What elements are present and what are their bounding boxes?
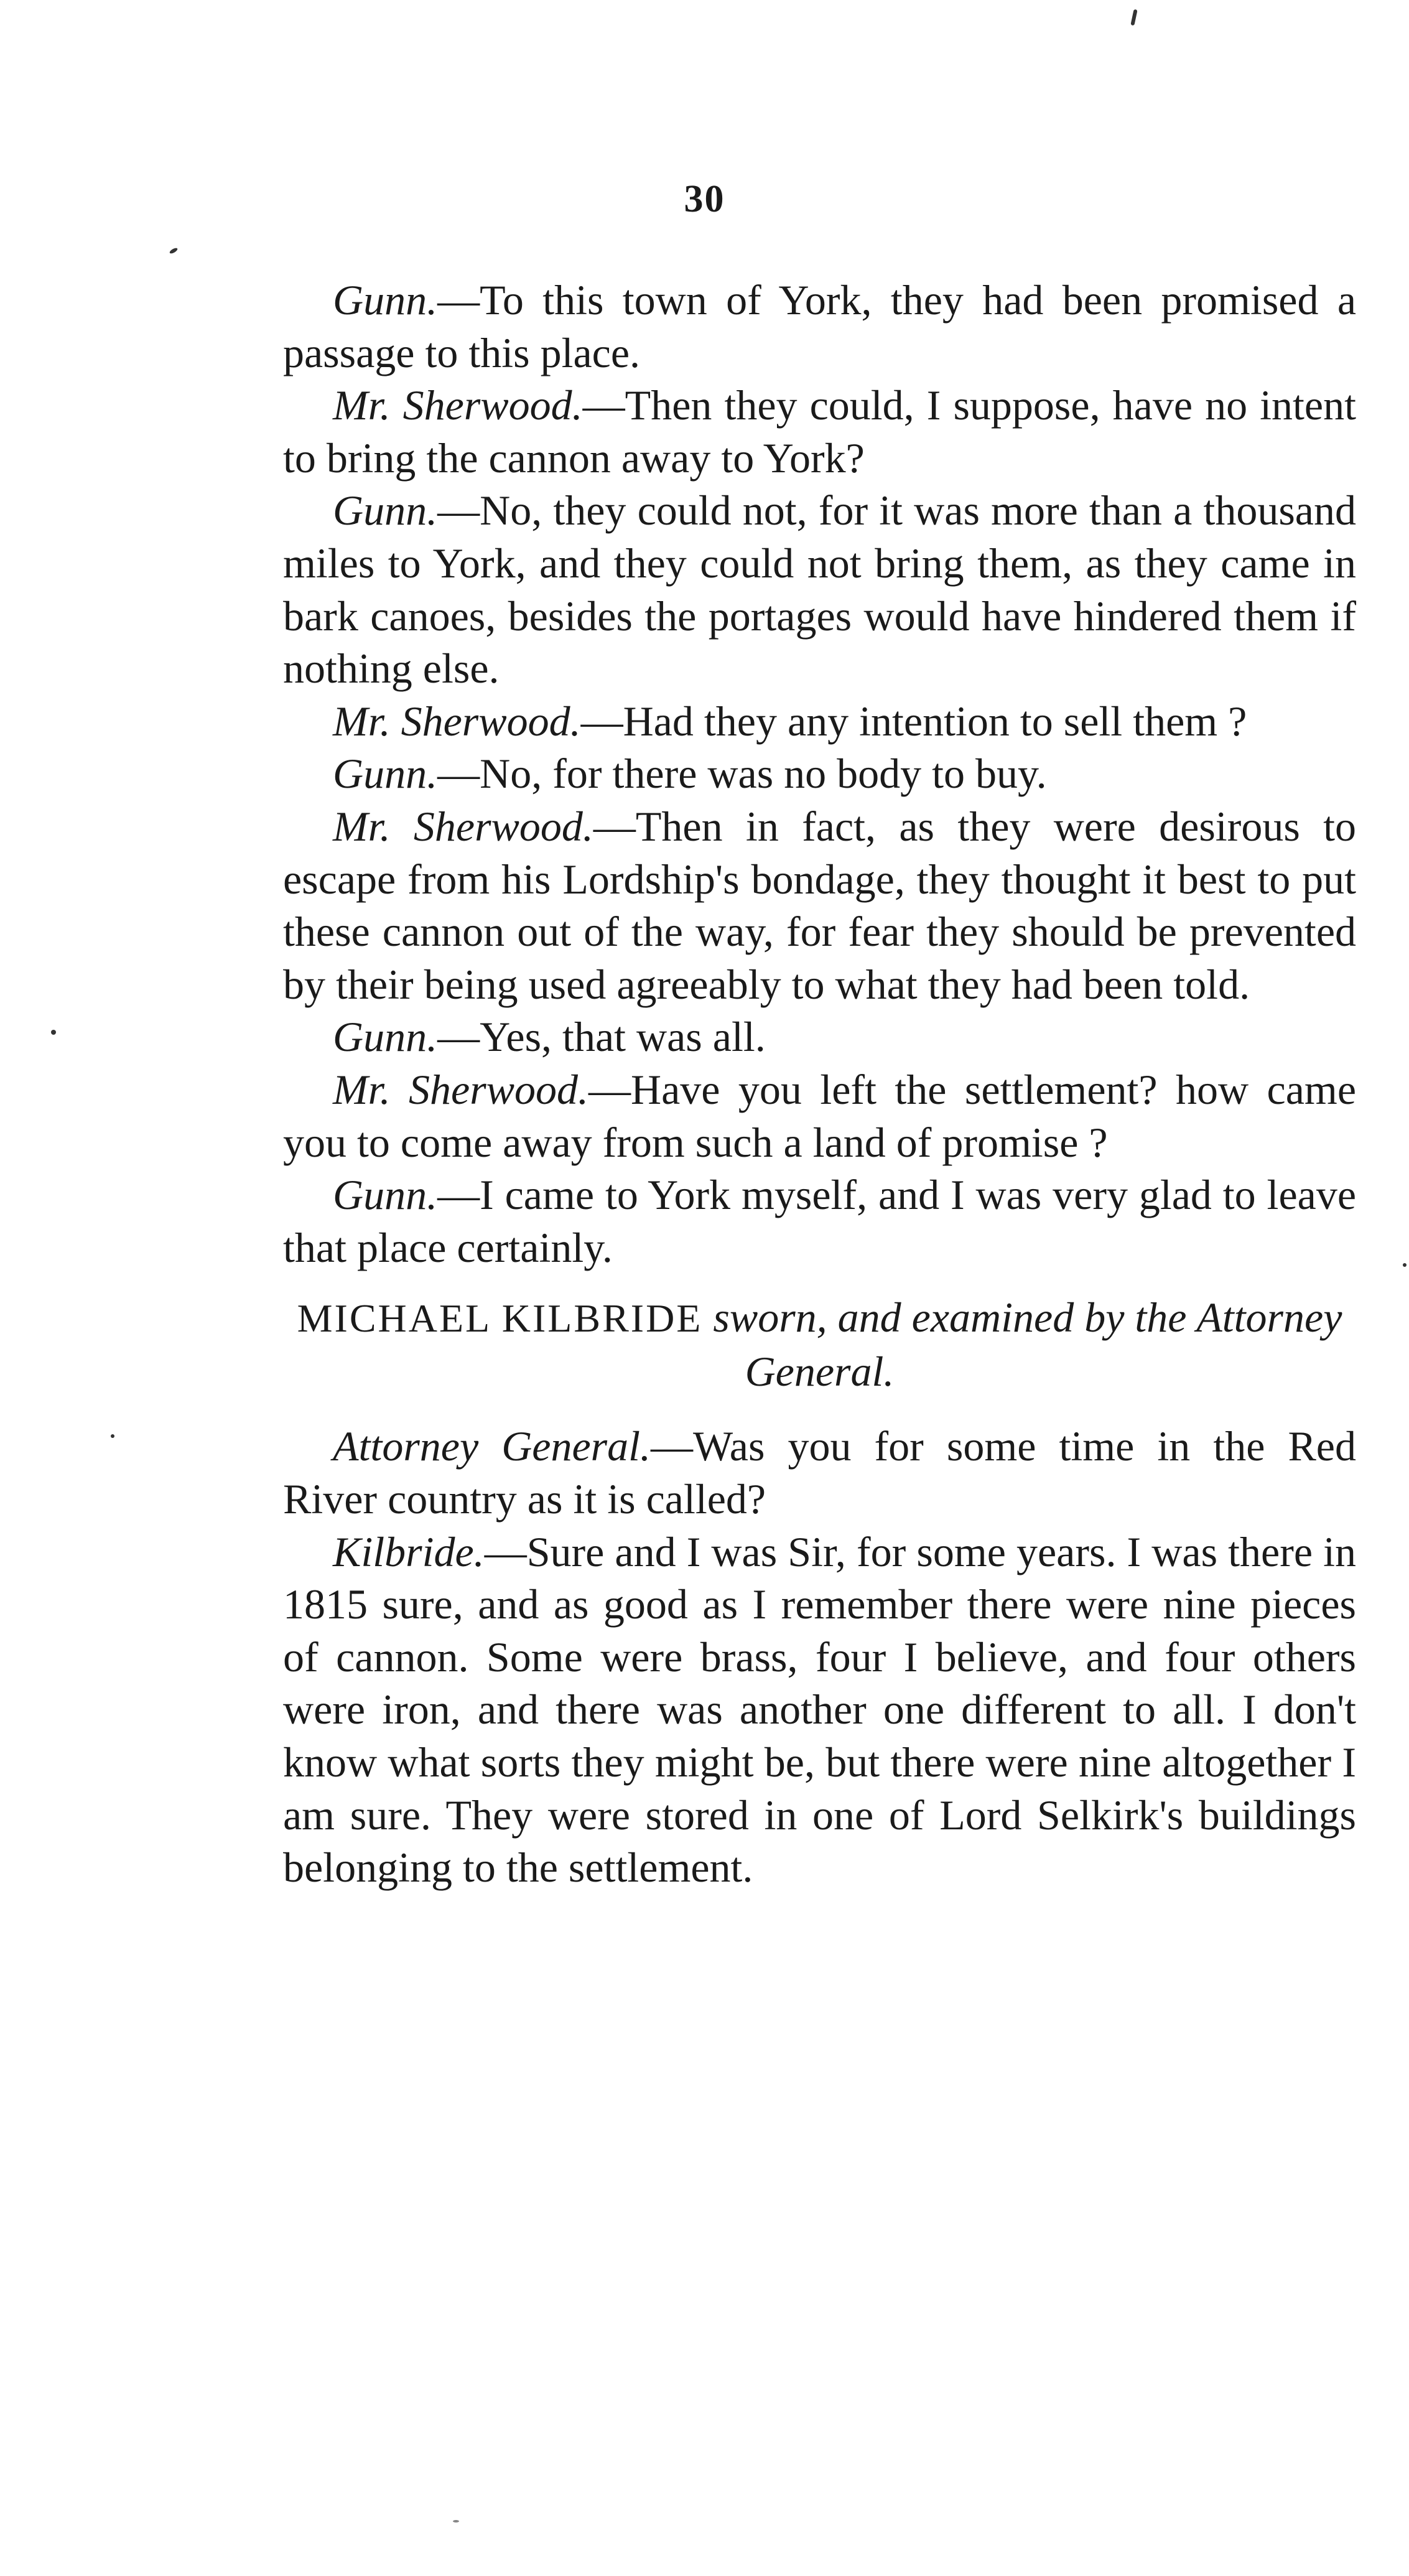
ink-speck: [1130, 9, 1137, 26]
speaker-name: Mr. Sherwood.: [333, 802, 593, 850]
paragraph: [283, 379, 1356, 484]
paragraph: [283, 1526, 1356, 1894]
paragraph: [283, 747, 1356, 800]
paragraph: [283, 1010, 1356, 1063]
paragraph-text: —Sure and I was Sir, for some years. I was there in 1815 sure, and as good as I remember there were nine pieces of cannon. Some were brass, four I believe, and four others were iron, and there was another one different to all. I don't know what sorts they might be, but there were nine altogether I am sure. They were stored in one of Lord Selkirk's buildings belonging to the settlement.: [283, 1528, 1356, 1892]
speaker-name: Gunn.: [333, 750, 438, 798]
paragraph-text: —I came to York myself, and I was very glad to leave that place certainly.: [283, 1171, 1356, 1271]
paragraph-text: —To this town of York, they had been promised a passage to this place.: [283, 276, 1356, 376]
paragraph-text: —Was you for some time in the Red River country as it is called?: [283, 1422, 1356, 1523]
speaker-name: Mr. Sherwood.: [333, 381, 583, 429]
paragraph-text: —No, for there was no body to buy.: [437, 750, 1047, 798]
ink-speck: [1403, 1263, 1407, 1267]
witness-heading-rest: sworn, and examined by the Attorney General.: [713, 1294, 1342, 1395]
ink-speck: [453, 2520, 459, 2522]
paragraph-text: —Then in fact, as they were desirous to escape from his Lordship's bondage, they thought it best to put these cannon out of the way, for fear they should be prevented by their being used agreeably to what they had been told.: [283, 802, 1356, 1008]
speaker-name: Mr. Sherwood.: [333, 697, 581, 745]
speaker-name: Kilbride.: [333, 1528, 485, 1575]
page-number: 30: [684, 178, 725, 220]
speaker-name: Attorney General.: [333, 1422, 651, 1470]
speaker-name: Mr. Sherwood.: [333, 1065, 589, 1113]
witness-name: MICHAEL KILBRIDE: [297, 1296, 703, 1341]
paragraph: [283, 695, 1356, 748]
testimony-text: [283, 274, 1356, 1894]
ink-speck: [51, 1030, 56, 1035]
speaker-name: Gunn.: [333, 1013, 438, 1061]
paragraph-text: —Then they could, I suppose, have no intent to bring the cannon away to York?: [283, 381, 1357, 482]
witness-heading: [283, 1291, 1356, 1398]
speaker-name: Gunn.: [333, 1171, 438, 1219]
ink-speck: [111, 1434, 114, 1438]
paragraph: [283, 1169, 1356, 1274]
speaker-name: Gunn.: [333, 487, 438, 534]
paragraph-text: —Have you left the settlement? how came you to come away from such a land of promise ?: [283, 1065, 1356, 1166]
paragraph: [283, 800, 1356, 1010]
paragraph: [283, 1063, 1356, 1169]
paragraph-text: —No, they could not, for it was more than a thousand miles to York, and they could not bring them, as they came in bark canoes, besides the portages would have hindered them if nothing else.: [283, 487, 1356, 693]
paragraph: [283, 1420, 1356, 1525]
paragraph: [283, 274, 1356, 379]
paragraph-text: —Had they any intention to sell them ?: [580, 697, 1247, 745]
speaker-name: Gunn.: [333, 276, 438, 324]
paragraph: [283, 484, 1356, 694]
ink-speck: [169, 247, 178, 254]
paragraph-text: —Yes, that was all.: [437, 1013, 766, 1061]
